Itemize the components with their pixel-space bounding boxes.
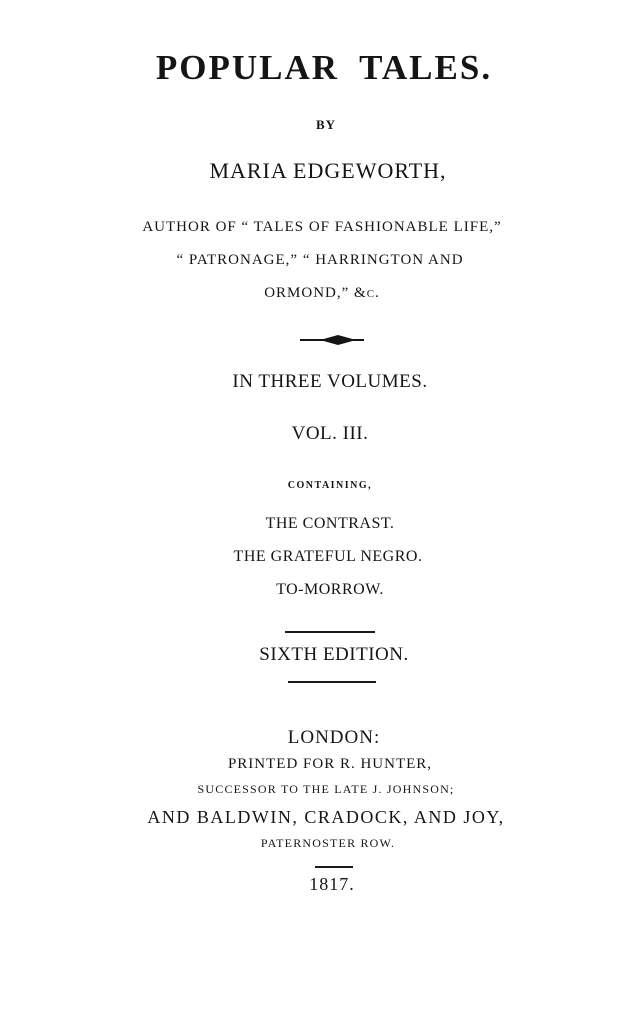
edition-line: SIXTH EDITION. [259,644,409,665]
publication-year: 1817. [309,874,355,894]
story-title-1: THE CONTRAST. [265,515,395,532]
author-name: MARIA EDGEWORTH, [209,158,447,183]
book-title: POPULAR TALES. [155,48,493,87]
story-title-2: THE GRATEFUL NEGRO. [233,548,423,565]
divider-rule-bottom [288,681,376,683]
year-rule [315,866,353,868]
imprint-successor: SUCCESSOR TO THE LATE J. JOHNSON; [197,782,455,796]
volume-number: VOL. III. [291,423,369,444]
author-credit-line-1: AUTHOR OF “ TALES OF FASHIONABLE LIFE,” [142,219,502,235]
author-credit-line-3: ORMOND,” &c. [264,285,380,301]
story-title-3: TO-MORROW. [276,581,384,598]
author-credit-line-2: “ PATRONAGE,” “ HARRINGTON AND [176,252,464,268]
diamond-rule-ornament-icon [300,333,364,347]
containing-label: CONTAINING, [287,480,373,491]
divider-rule-top [285,631,375,633]
imprint-publishers: AND BALDWIN, CRADOCK, AND JOY, [147,807,505,827]
imprint-printer: PRINTED FOR R. HUNTER, [227,756,433,772]
volumes-line: IN THREE VOLUMES. [232,371,428,392]
by-line: BY [315,117,337,132]
imprint-address: PATERNOSTER ROW. [260,836,396,850]
imprint-city: LONDON: [287,727,381,748]
